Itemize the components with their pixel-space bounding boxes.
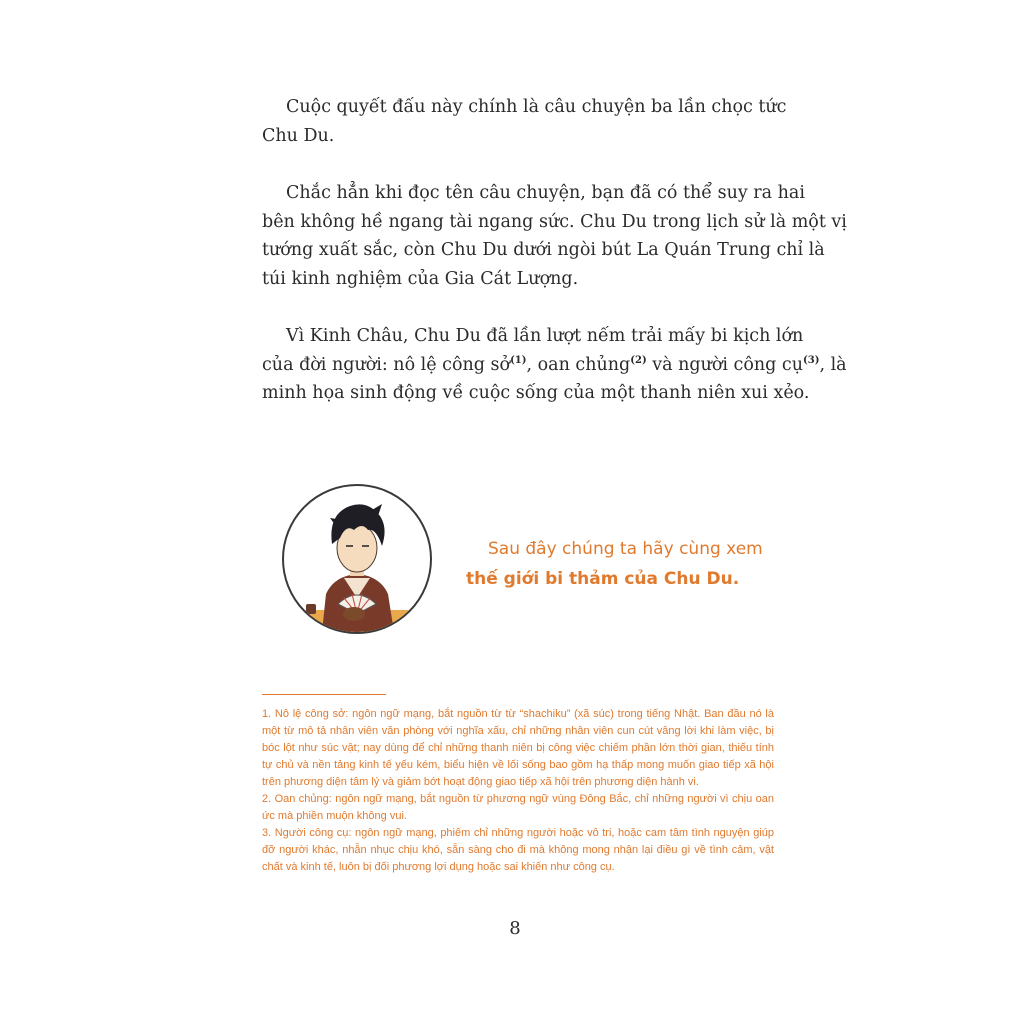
page-number: 8 <box>509 918 521 939</box>
footnote-divider <box>262 694 386 695</box>
paragraph-2 <box>262 179 847 293</box>
paragraph-line: Cuộc quyết đấu này chính là câu chuyện ba lần chọc tức <box>286 97 787 117</box>
paragraph-line: Chắc hẳn khi đọc tên câu chuyện, bạn đã có thể suy ra hai <box>286 183 805 203</box>
footnote-ref-2: (2) <box>630 354 647 366</box>
paragraph-line <box>262 351 847 380</box>
paragraph-line: túi kinh nghiệm của Gia Cát Lượng. <box>262 268 579 289</box>
character-illustration <box>282 484 432 634</box>
paragraph-3 <box>262 322 847 408</box>
footnote-1: 1. Nô lệ công sở: ngôn ngữ mạng, bắt nguồn từ từ “shachiku” (xã súc) trong tiếng Nhật. Ban đầu nó là một từ mô tả nhân viên văn phòng với nghĩa xấu, chỉ những nhân viên cun cút vâng lời khi làm việc, bị bóc lột như súc vật; nay dùng để chỉ những thanh niên bị công việc chiếm phần lớn thời gian, thiếu tính tự chủ và nền tảng kinh tế yếu kém, biểu hiện về lối sống bao gồm hạ thấp mong muốn giao tiếp xã hội trên phương diện tâm lý và giảm bớt hoạt động giao tiếp xã hội trên phương diện hành vi. <box>262 708 774 788</box>
paragraph-line: bên không hề ngang tài ngang sức. Chu Du trong lịch sử là một vị <box>262 211 847 232</box>
paragraph-1 <box>262 93 787 150</box>
text-run: , oan chủng <box>526 354 631 375</box>
paragraph-line: minh họa sinh động về cuộc sống của một thanh niên xui xẻo. <box>262 383 810 403</box>
callout-line-1: Sau đây chúng ta hãy cùng xem <box>488 539 763 559</box>
footnote-2: 2. Oan chủng: ngôn ngữ mạng, bắt nguồn từ phương ngữ vùng Đông Bắc, chỉ những người vì chịu oan ức mà phiền muộn không vui. <box>262 793 774 822</box>
text-run: của đời người: nô lệ công sở <box>262 354 511 375</box>
text-run: và người công cụ <box>646 354 804 375</box>
paragraph-line: Vì Kinh Châu, Chu Du đã lần lượt nếm trải mấy bi kịch lớn <box>286 326 804 346</box>
footnotes <box>262 706 774 876</box>
paragraph-line: Chu Du. <box>262 125 335 146</box>
footnote-ref-3: (3) <box>803 354 820 366</box>
footnote-ref-1: (1) <box>510 354 527 366</box>
chu-du-illustration-icon <box>284 486 430 632</box>
paragraph-line: tướng xuất sắc, còn Chu Du dưới ngòi bút La Quán Trung chỉ là <box>262 240 825 260</box>
callout-line-2: thế giới bi thảm của Chu Du. <box>466 569 740 589</box>
text-run: , là <box>819 354 847 375</box>
callout-text <box>440 534 800 594</box>
footnote-3: 3. Người công cụ: ngôn ngữ mạng, phiếm chỉ những người hoặc vô tri, hoặc cam tâm tình nguyện giúp đỡ người khác, nhẫn nhục chịu khó, sẵn sàng cho đi mà không mong nhận lại điều gì về tình cảm, vật chất và kinh tế, luôn bị đối phương lợi dụng hoặc sai khiến như công cụ. <box>262 827 774 873</box>
